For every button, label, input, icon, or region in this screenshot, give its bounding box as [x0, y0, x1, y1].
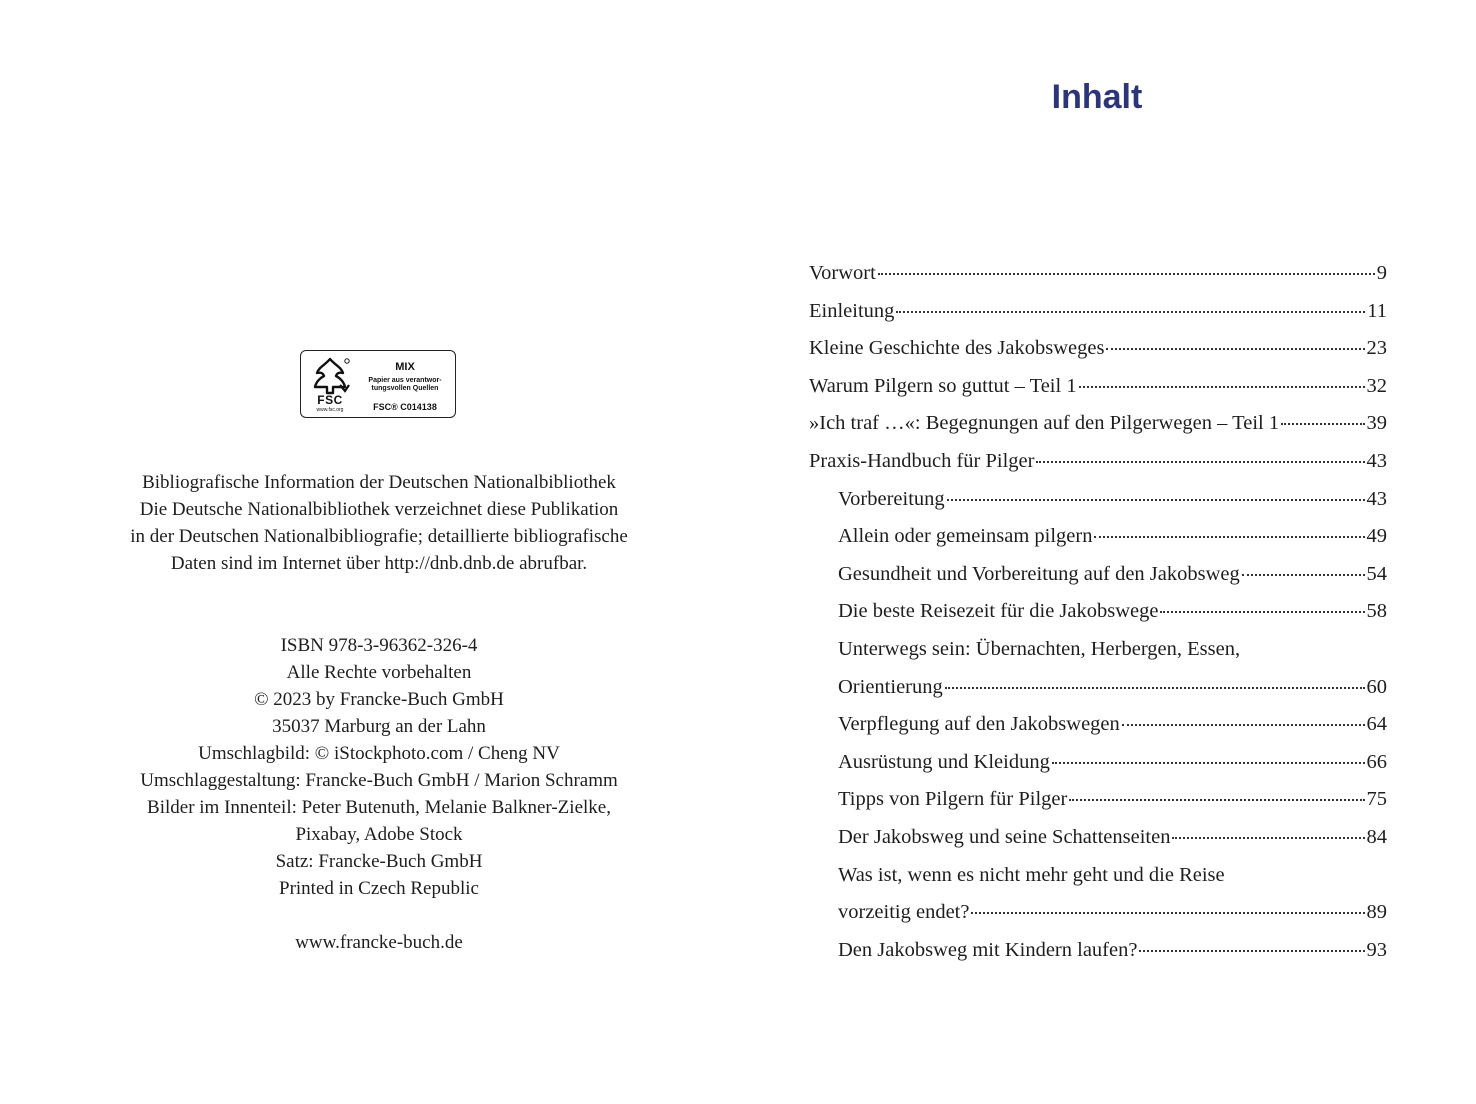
imprint-line: Alle Rechte vorbehalten	[286, 662, 472, 683]
toc-subentry	[809, 819, 1387, 857]
toc-entry	[809, 255, 1387, 293]
toc-subentry	[809, 556, 1387, 594]
toc-entry-page: 23	[1366, 337, 1387, 360]
imprint-line: 35037 Marburg an der Lahn	[272, 716, 486, 737]
toc-entry	[809, 368, 1387, 406]
toc-subentry	[809, 744, 1387, 782]
toc-entry-label: Einleitung	[809, 299, 895, 322]
copyright: © 2023 by Francke-Buch GmbH	[254, 689, 504, 710]
toc-subentry	[809, 669, 1387, 707]
toc-entry	[809, 405, 1387, 443]
fsc-description-line: tungsvollen Quellen	[371, 385, 439, 392]
toc-entry-page: 39	[1366, 412, 1387, 435]
imprint-line: Printed in Czech Republic	[279, 878, 479, 899]
imprint-line: Umschlaggestaltung: Francke-Buch GmbH / Marion Schramm	[140, 770, 618, 791]
toc-entry-page: 89	[1366, 901, 1387, 924]
toc-entry-label: Unterwegs sein: Übernachten, Herbergen, Essen,	[838, 637, 1241, 660]
imprint-line: Pixabay, Adobe Stock	[295, 824, 463, 845]
toc-entry-label: Tipps von Pilgern für Pilger	[838, 788, 1068, 811]
toc-leader-dots	[1122, 723, 1365, 726]
toc-entry-page: 11	[1367, 299, 1387, 322]
fsc-description	[357, 377, 453, 393]
toc-subentry	[809, 518, 1387, 556]
toc-subentry-continued	[809, 857, 1387, 895]
toc-leader-dots	[1052, 761, 1365, 764]
toc-entry-label: Der Jakobsweg und seine Schattenseiten	[838, 825, 1171, 848]
toc-leader-dots	[1094, 535, 1364, 538]
toc-entry-label: Kleine Geschichte des Jakobsweges	[809, 337, 1105, 360]
toc-leader-dots	[1069, 798, 1364, 801]
toc-entry-label: »Ich traf …«: Begegnungen auf den Pilgerwegen – Teil 1	[809, 412, 1280, 435]
toc-page	[738, 0, 1476, 1104]
toc-subentry	[809, 706, 1387, 744]
fsc-url: www.fsc.org	[316, 407, 344, 413]
toc-leader-dots	[1242, 573, 1365, 576]
imprint-line: Umschlagbild: © iStockphoto.com / Cheng NV	[198, 743, 560, 764]
toc-entry-label: Verpflegung auf den Jakobswegen	[838, 713, 1120, 736]
imprint-line: Satz: Francke-Buch GmbH	[275, 851, 483, 872]
toc-leader-dots	[1079, 385, 1365, 388]
publisher-website: www.francke-buch.de	[295, 932, 463, 953]
toc-entry-label: Vorwort	[809, 262, 876, 284]
imprint-line: Bibliografische Information der Deutschen Nationalbibliothek	[142, 472, 616, 493]
toc-entry-label: Die beste Reisezeit für die Jakobswege	[838, 600, 1159, 623]
imprint-line: Die Deutsche Nationalbibliothek verzeichnet diese Publikation	[139, 499, 619, 520]
toc-entry-label: Warum Pilgern so guttut – Teil 1	[809, 374, 1077, 397]
toc-entry	[809, 293, 1387, 331]
bibliographic-info	[40, 469, 718, 577]
toc-subentry	[809, 593, 1387, 631]
toc-leader-dots	[1160, 610, 1364, 613]
toc-subentry	[809, 781, 1387, 819]
toc-entry-page: 60	[1366, 675, 1387, 698]
toc-entry-page: 32	[1366, 374, 1387, 397]
toc-leader-dots	[947, 498, 1365, 501]
toc-entry-label: Orientierung	[838, 675, 943, 698]
toc-entry-label: Gesundheit und Vorbereitung auf den Jakobsweg	[838, 562, 1240, 585]
toc-leader-dots	[945, 686, 1365, 689]
toc-subentry-continued	[809, 631, 1387, 669]
imprint-line: Bilder im Innenteil: Peter Butenuth, Melanie Balkner-Zielke,	[147, 797, 611, 818]
toc-entry	[809, 443, 1387, 481]
toc-entry-page: 84	[1366, 825, 1387, 848]
fsc-tree-icon	[307, 355, 353, 397]
toc-leader-dots	[1139, 949, 1364, 952]
toc-entry-page: 75	[1366, 788, 1387, 811]
toc-entry-page: 54	[1366, 562, 1387, 585]
toc-entry-label: Ausrüstung und Kleidung	[838, 750, 1050, 773]
imprint-line: in der Deutschen Nationalbibliografie; detaillierte bibliografische	[130, 526, 628, 547]
isbn: ISBN 978-3-96362-326-4	[280, 635, 478, 656]
toc-entry-page: 49	[1366, 525, 1387, 548]
toc-entry-label: vorzeitig endet?	[838, 901, 970, 924]
fsc-logo	[300, 350, 456, 418]
toc-leader-dots	[971, 911, 1364, 914]
toc-subentry	[809, 894, 1387, 932]
toc-leader-dots	[1106, 347, 1364, 350]
toc-entry-page: 9	[1376, 262, 1387, 284]
toc-subentry	[809, 932, 1387, 970]
fsc-mix-label: MIX	[395, 361, 415, 373]
toc-title: Inhalt	[1051, 78, 1143, 116]
toc-entry-label: Was ist, wenn es nicht mehr geht und die Reise	[838, 863, 1225, 886]
fsc-license-code: FSC® C014138	[373, 402, 437, 412]
toc-entry-page: 58	[1366, 600, 1387, 623]
toc-leader-dots	[1036, 460, 1364, 463]
toc-entry-page: 64	[1366, 713, 1387, 736]
toc-entry-page: 43	[1366, 449, 1387, 472]
toc-entry-label: Vorbereitung	[838, 487, 945, 510]
toc-entry-label: Praxis-Handbuch für Pilger	[809, 449, 1035, 472]
toc-entry-page: 43	[1366, 487, 1387, 510]
toc-leader-dots	[896, 310, 1365, 313]
toc-leader-dots	[1172, 836, 1364, 839]
toc-entry-page: 66	[1366, 750, 1387, 773]
toc-subentry	[809, 481, 1387, 519]
toc-entry-page: 93	[1366, 938, 1387, 961]
table-of-contents	[809, 255, 1387, 969]
toc-entry-label: Den Jakobsweg mit Kindern laufen?	[838, 938, 1138, 961]
publisher-info	[40, 632, 718, 902]
imprint-line: Daten sind im Internet über http://dnb.dnb.de abrufbar.	[170, 553, 588, 574]
toc-entry-label: Allein oder gemeinsam pilgern	[838, 525, 1093, 548]
fsc-label: FSC	[317, 393, 343, 407]
toc-entry	[809, 330, 1387, 368]
toc-leader-dots	[878, 272, 1375, 275]
fsc-description-line: Papier aus verantwor-	[368, 377, 442, 384]
toc-leader-dots	[1281, 422, 1364, 425]
